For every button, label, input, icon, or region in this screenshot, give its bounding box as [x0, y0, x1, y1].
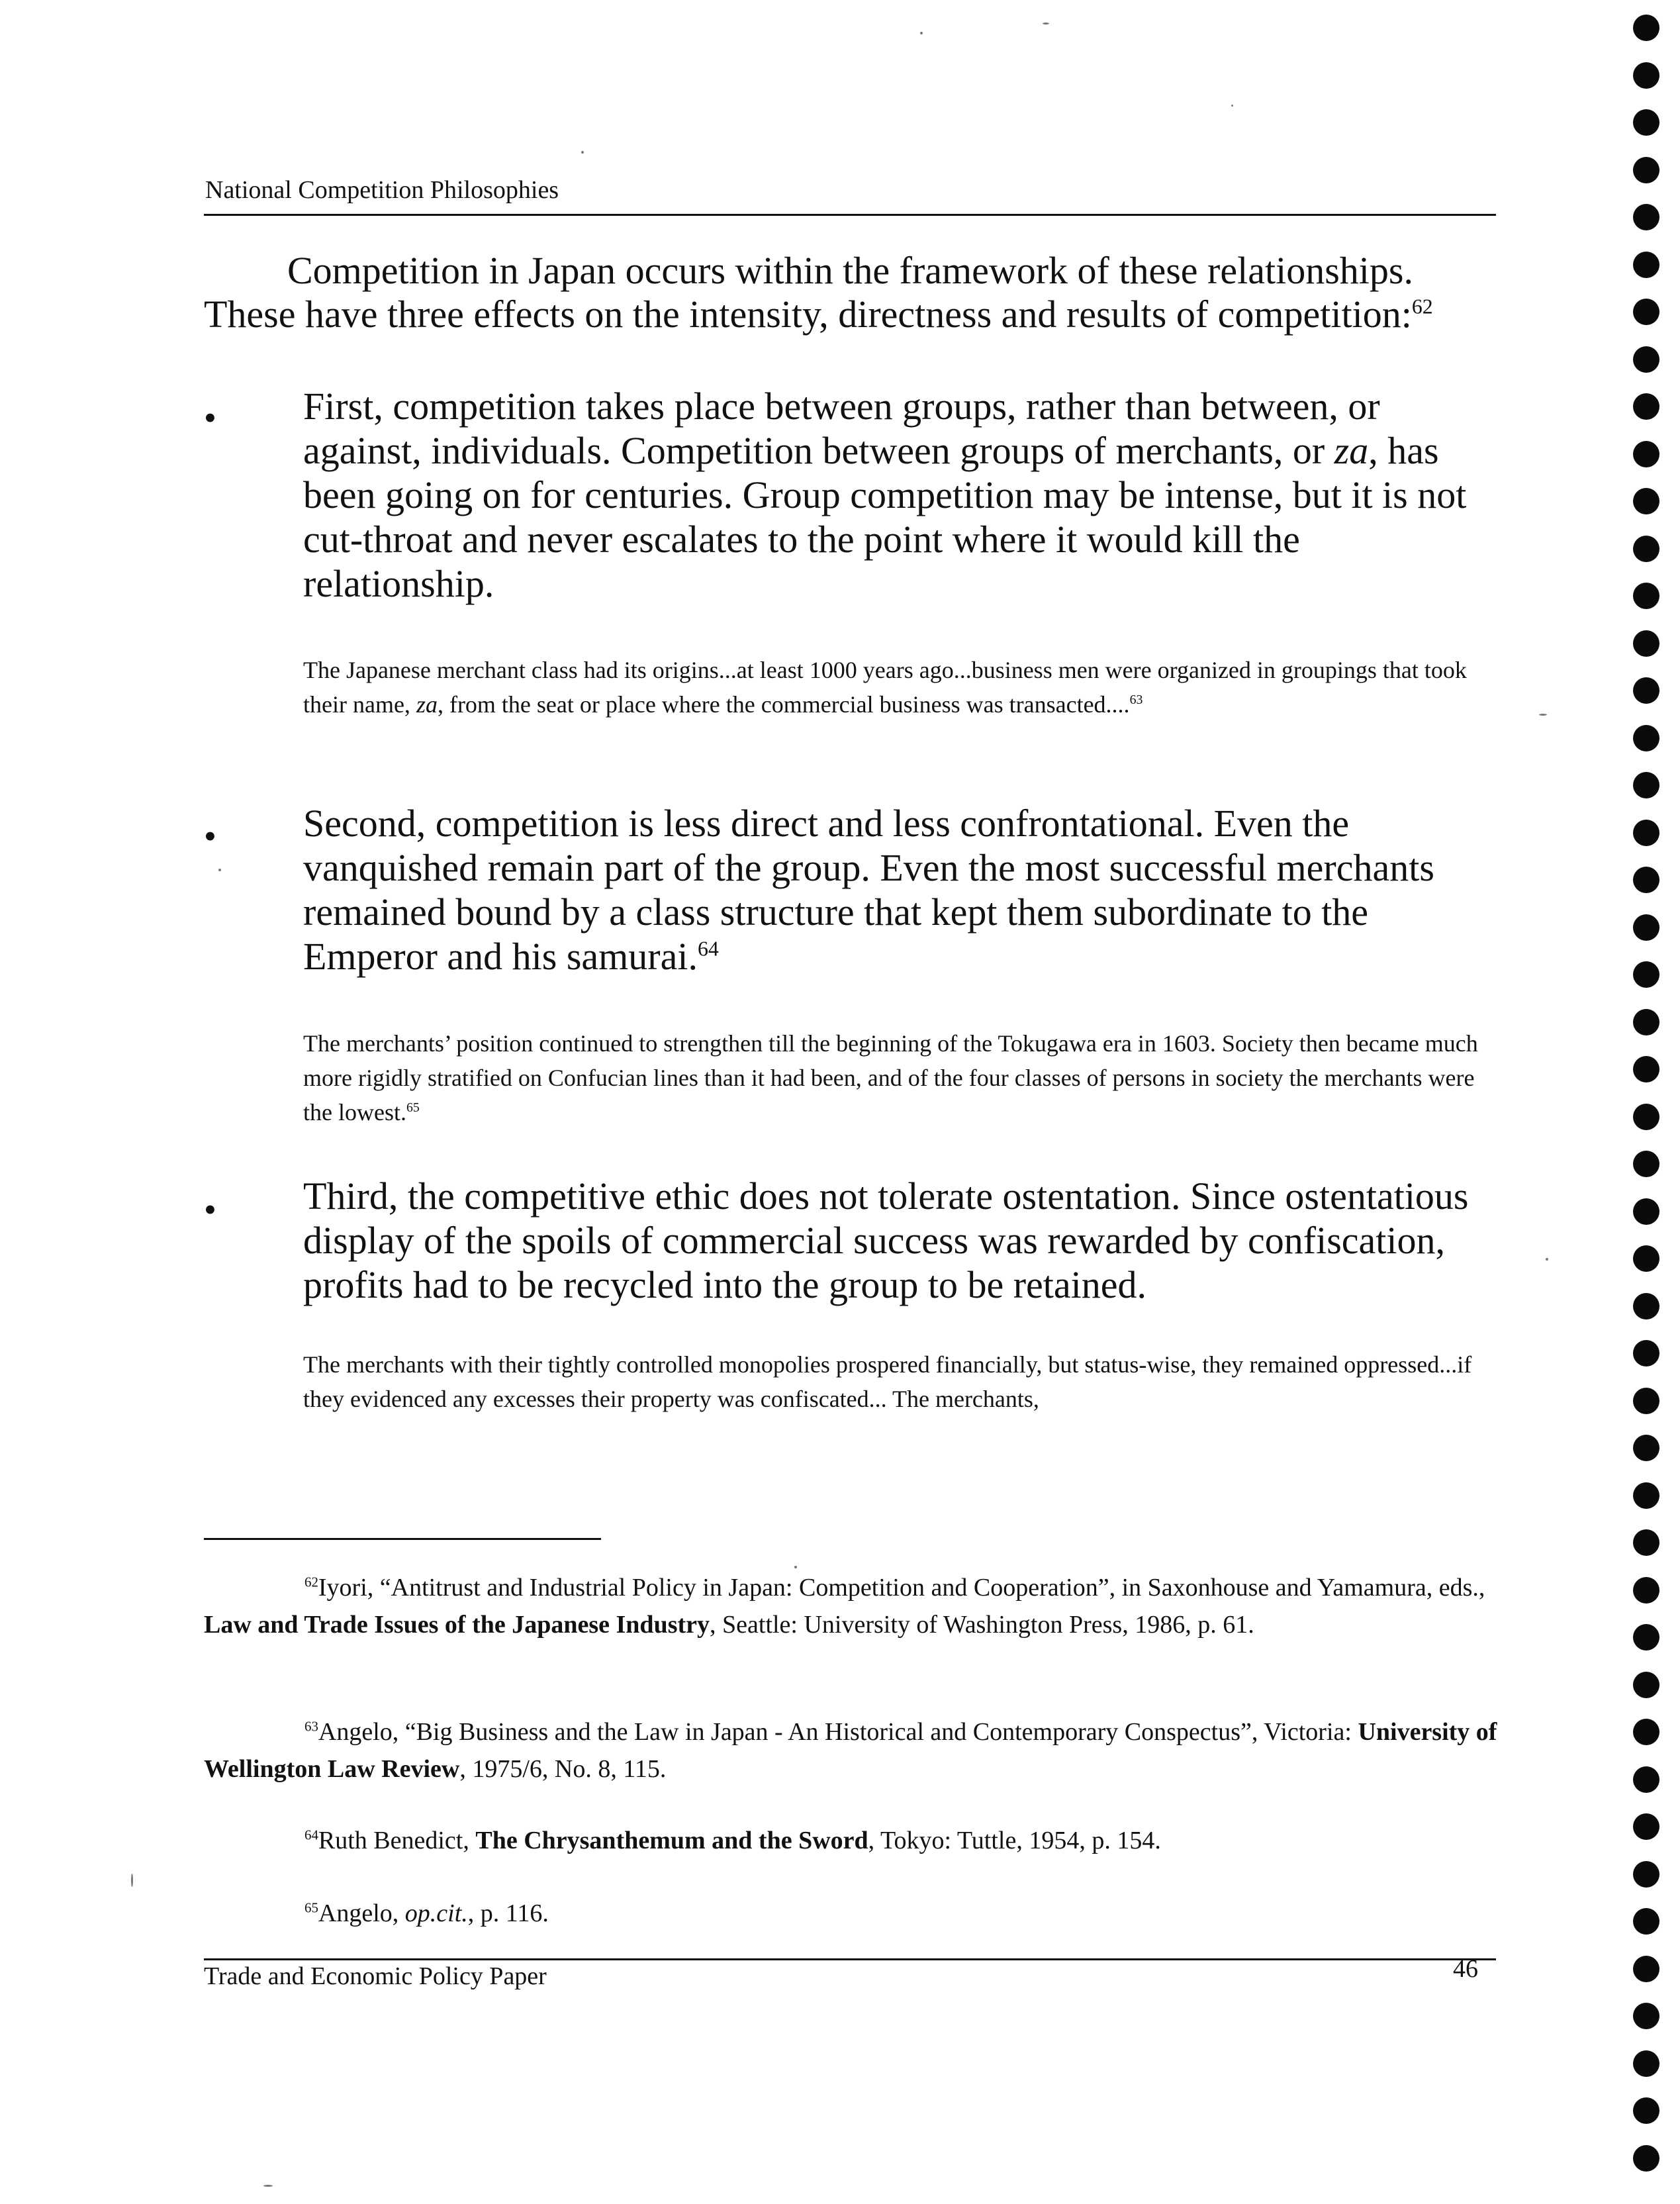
footnote-text: , p. 116. [467, 1899, 549, 1927]
binding-hole [1633, 109, 1659, 136]
binding-hole [1633, 488, 1659, 514]
footnote-64 [204, 1822, 1498, 1859]
binding-hole [1633, 1861, 1659, 1888]
footnote-number: 63 [304, 1718, 318, 1735]
binding-hole [1633, 2050, 1659, 2077]
binding-hole [1633, 772, 1659, 798]
footnote-ref-62[interactable]: 62 [1411, 295, 1433, 318]
italic-term-za: za [1334, 429, 1369, 472]
binding-hole [1633, 299, 1659, 325]
footnote-65 [204, 1895, 1498, 1932]
quote-text: The merchants with their tightly controlled monopolies prospered financially, but status-wise, they remained oppressed...if they evidenced any excesses their property was confiscated... The merchants, [303, 1351, 1472, 1412]
footnote-63 [204, 1713, 1498, 1788]
footnote-title: University of Wellington Law Review [204, 1718, 1497, 1783]
block-quote-za [303, 653, 1495, 722]
scan-speck [131, 1874, 133, 1887]
binding-hole [1633, 914, 1659, 941]
quote-text: , from the seat or place where the commercial business was transacted.... [437, 691, 1130, 718]
point-third-text: Third, the competitive ethic does not tolerate ostentation. Since ostentatious display of the spoils of commercial success was rewarded by confiscation, profits had to be recycled into the group to be retained. [303, 1174, 1469, 1306]
binding-hole [1633, 157, 1659, 183]
scan-speck [1546, 1258, 1548, 1261]
binding-hole [1633, 15, 1659, 41]
footnote-text: , 1975/6, No. 8, 115. [459, 1755, 667, 1783]
footnote-62 [204, 1569, 1498, 1643]
binding-hole [1633, 1766, 1659, 1793]
footer-series-title: Trade and Economic Policy Paper [204, 1962, 547, 1990]
point-first [303, 384, 1498, 606]
binding-hole [1633, 961, 1659, 988]
binding-hole [1633, 1672, 1659, 1698]
scan-speck [218, 869, 221, 871]
quote-text: The Japanese merchant class had its origins...at least 1000 years ago...business men were organized in groupings that took their name, [303, 657, 1467, 718]
binding-hole [1633, 1482, 1659, 1509]
binding-hole [1633, 677, 1659, 704]
binding-hole [1633, 1624, 1659, 1651]
block-quote-tokugawa [303, 1026, 1495, 1129]
binding-holes [1630, 15, 1663, 2193]
scan-speck [1043, 23, 1049, 24]
binding-hole [1633, 820, 1659, 846]
binding-hole [1633, 1435, 1659, 1461]
binding-hole [1633, 1908, 1659, 1935]
binding-hole [1633, 1245, 1659, 1272]
footnote-text: , Seattle: University of Washington Press, 1986, p. 61. [710, 1611, 1254, 1639]
binding-hole [1633, 204, 1659, 230]
binding-hole [1633, 2003, 1659, 2029]
footnote-number: 64 [304, 1827, 318, 1843]
footnote-italic: op.cit. [404, 1899, 468, 1927]
binding-hole [1633, 1388, 1659, 1414]
intro-line-2: These have three effects on the intensity, directness and results of competition: [204, 293, 1412, 336]
bullet-icon: • [204, 398, 216, 438]
binding-hole [1633, 867, 1659, 893]
binding-hole [1633, 1056, 1659, 1082]
page-number: 46 [1453, 1955, 1478, 1983]
footnote-title: Law and Trade Issues of the Japanese Industry [204, 1611, 710, 1639]
binding-hole [1633, 1151, 1659, 1177]
intro-paragraph [204, 249, 1498, 336]
binding-hole [1633, 1529, 1659, 1556]
binding-hole [1633, 441, 1659, 467]
footer-rule [204, 1958, 1496, 1960]
block-quote-merchants [303, 1347, 1495, 1416]
quote-text: The merchants’ position continued to strengthen till the beginning of the Tokugawa era in 1603. Society then became much more rigidly stratified on Confucian lines than it had been, and of the four classes of persons in society the merchants were the lowest. [303, 1030, 1478, 1126]
footnote-text: Angelo, [318, 1899, 405, 1927]
scan-speck [794, 1566, 797, 1568]
binding-hole [1633, 1577, 1659, 1604]
point-third [303, 1174, 1498, 1307]
scan-speck [1231, 105, 1233, 107]
binding-hole [1633, 1719, 1659, 1745]
binding-hole [1633, 536, 1659, 562]
footnote-ref-65[interactable]: 65 [406, 1100, 420, 1115]
bullet-icon: • [204, 816, 216, 856]
binding-hole [1633, 2097, 1659, 2124]
footnote-text: , Tokyo: Tuttle, 1954, p. 154. [868, 1827, 1161, 1854]
quote-italic-term: za [416, 691, 438, 718]
footnote-text: Angelo, “Big Business and the Law in Japan - An Historical and Contemporary Conspectus”, Victoria: [318, 1718, 1358, 1746]
point-first-text: First, competition takes place between groups, rather than between, or against, individuals. Competition between groups of merchants, or za, has been going on for centuries. Group competition may be intense, but it is not cut-throat and never escalates to the point where it would kill the relationship. [303, 385, 1467, 605]
footnote-ref-64[interactable]: 64 [697, 937, 719, 961]
binding-hole [1633, 1009, 1659, 1035]
footnote-number: 62 [304, 1574, 318, 1590]
scan-speck [581, 151, 584, 154]
footnote-title: The Chrysanthemum and the Sword [475, 1827, 868, 1854]
footnote-ref-63[interactable]: 63 [1129, 693, 1143, 707]
binding-hole [1633, 2145, 1659, 2172]
scan-speck [920, 32, 923, 34]
binding-hole [1633, 393, 1659, 420]
binding-hole [1633, 62, 1659, 89]
running-header: National Competition Philosophies [205, 176, 559, 204]
binding-hole [1633, 1293, 1659, 1319]
binding-hole [1633, 630, 1659, 657]
footnote-text: Iyori, “Antitrust and Industrial Policy in Japan: Competition and Cooperation”, in Saxonhouse and Yamamura, eds., [318, 1574, 1485, 1602]
footnote-number: 65 [304, 1899, 318, 1916]
footnote-text: Ruth Benedict, [318, 1827, 476, 1854]
binding-hole [1633, 346, 1659, 373]
footnote-separator [204, 1538, 601, 1540]
point-second [303, 801, 1498, 979]
binding-hole [1633, 725, 1659, 751]
header-rule [204, 214, 1496, 216]
binding-hole [1633, 583, 1659, 609]
scan-speck [1539, 714, 1547, 716]
binding-hole [1633, 252, 1659, 278]
binding-hole [1633, 1198, 1659, 1225]
binding-hole [1633, 1813, 1659, 1840]
point-second-text: Second, competition is less direct and less confrontational. Even the vanquished remain part of the group. Even the most successful merchants remained bound by a class structure that kept them subordinate to the Emperor and his samurai. [303, 802, 1434, 978]
binding-hole [1633, 1956, 1659, 1982]
intro-line-1: Competition in Japan occurs within the framework of these relationships. [287, 249, 1413, 292]
binding-hole [1633, 1340, 1659, 1366]
scan-speck [263, 2185, 273, 2187]
bullet-icon: • [204, 1190, 216, 1229]
binding-hole [1633, 1104, 1659, 1130]
